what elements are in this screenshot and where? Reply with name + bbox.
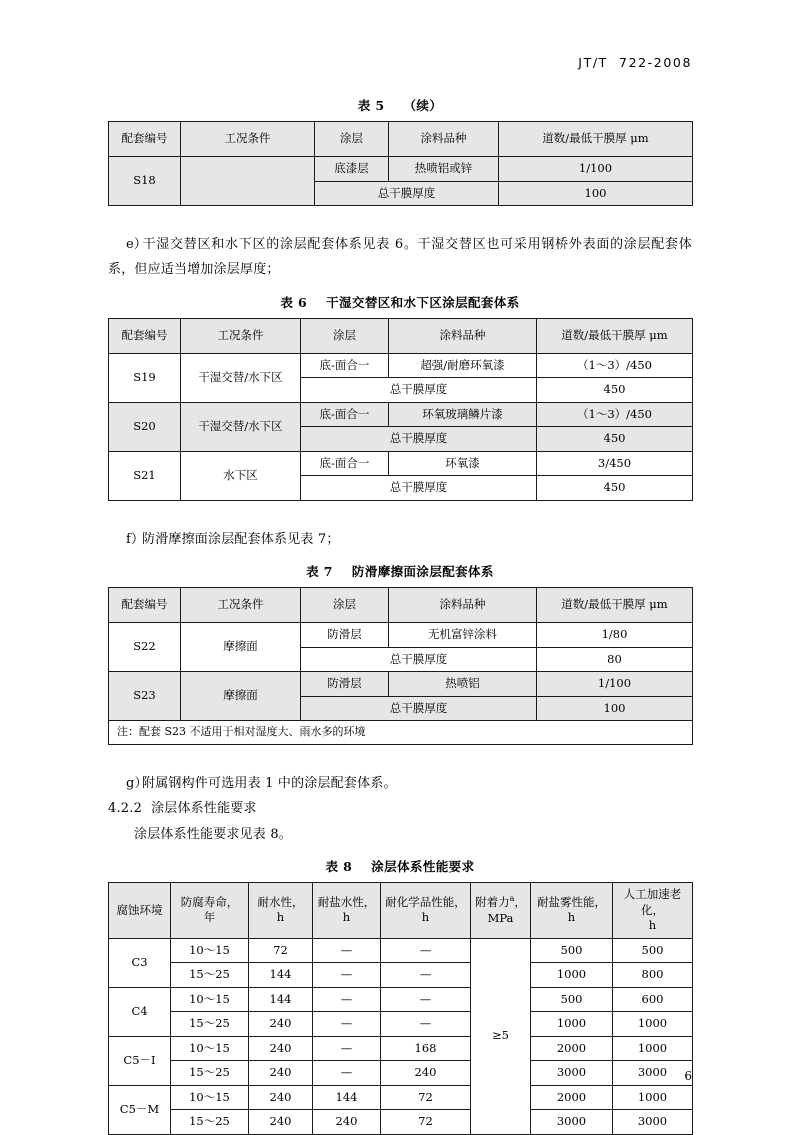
table5-cell-layer: 底漆层 <box>315 157 389 182</box>
page-content <box>108 96 692 1135</box>
table8-cell-saltwater: 144 <box>313 1085 381 1110</box>
table-row <box>109 963 693 988</box>
table8-cell-chemical: 72 <box>381 1110 471 1135</box>
table5-cell-spec: 1/100 <box>499 157 693 182</box>
table8-cell-water: 144 <box>249 963 313 988</box>
table6-cell-total-value: 450 <box>537 476 693 501</box>
table8-cell-environment: C5－M <box>109 1085 171 1134</box>
table7-cell-total-value: 100 <box>537 696 693 721</box>
table6-col-code: 配套编号 <box>109 318 181 353</box>
table-row <box>109 1085 693 1110</box>
table8-cell-environment: C5－I <box>109 1036 171 1085</box>
section-body-text: 涂层体系性能要求见表 8。 <box>134 826 293 842</box>
table8-cell-saltwater: 240 <box>313 1110 381 1135</box>
table8-cell-water: 144 <box>249 987 313 1012</box>
table7-col-code: 配套编号 <box>109 588 181 623</box>
table8-cell-aging: 1000 <box>613 1036 693 1061</box>
table-row <box>109 1012 693 1037</box>
table5-cell-product: 热喷铝或锌 <box>389 157 499 182</box>
table8-col-water-resistance: 耐水性， h <box>249 883 313 939</box>
table8-cell-saltfog: 2000 <box>531 1036 613 1061</box>
table8-col-chemical-resistance: 耐化学品性能， h <box>381 883 471 939</box>
table8-cell-saltfog: 2000 <box>531 1085 613 1110</box>
page-number: 6 <box>684 1069 692 1083</box>
table8-cell-saltwater: — <box>313 963 381 988</box>
table8-cell-aging: 800 <box>613 963 693 988</box>
table8-cell-saltwater: — <box>313 987 381 1012</box>
table8 <box>108 882 693 1135</box>
paragraph-g <box>108 771 692 796</box>
table6-cell-spec: 3/450 <box>537 451 693 476</box>
table8-cell-water: 240 <box>249 1012 313 1037</box>
table8-cell-environment: C4 <box>109 987 171 1036</box>
list-marker-e: e） <box>126 237 148 253</box>
table6-cell-code: S21 <box>109 451 181 500</box>
table5-cell-code: S18 <box>109 157 181 206</box>
table-row <box>109 353 693 378</box>
table8-col-aging: 人工加速老化， h <box>613 883 693 939</box>
table6-cell-code: S20 <box>109 402 181 451</box>
table7-cell-layer: 防滑层 <box>301 672 389 697</box>
table5-col-product: 涂料品种 <box>389 122 499 157</box>
table7-caption: 表 7 防滑摩擦面涂层配套体系 <box>306 564 494 580</box>
table8-cell-saltwater: — <box>313 1012 381 1037</box>
table7-col-product: 涂料品种 <box>389 588 537 623</box>
table6-col-condition: 工况条件 <box>181 318 301 353</box>
table-row <box>109 672 693 697</box>
table6-cell-condition: 水下区 <box>181 451 301 500</box>
table5-header-row <box>109 122 693 157</box>
standard-code-header: JT/T 722-2008 <box>578 55 692 70</box>
table8-cell-aging: 1000 <box>613 1012 693 1037</box>
table6-col-layer: 涂层 <box>301 318 389 353</box>
section-heading-422 <box>108 796 692 821</box>
table-row <box>109 1061 693 1086</box>
table8-cell-life: 15～25 <box>171 1110 249 1135</box>
table8-cell-chemical: — <box>381 1012 471 1037</box>
table7-cell-condition: 摩擦面 <box>181 672 301 721</box>
table7-col-condition: 工况条件 <box>181 588 301 623</box>
table-row <box>109 987 693 1012</box>
table6-header-row <box>109 318 693 353</box>
table8-cell-chemical: 72 <box>381 1085 471 1110</box>
table6-cell-condition: 干湿交替/水下区 <box>181 402 301 451</box>
table8-cell-water: 240 <box>249 1110 313 1135</box>
table7-cell-product: 无机富锌涂料 <box>389 623 537 648</box>
table8-cell-life: 10～15 <box>171 938 249 963</box>
table8-cell-saltwater: — <box>313 1036 381 1061</box>
table8-col-adhesion: 附着力$^a$， MPa <box>471 883 531 939</box>
table8-col-life: 防腐寿命， 年 <box>171 883 249 939</box>
table5-cell-total-value: 100 <box>499 181 693 206</box>
table7-note: 注：配套 S23 不适用于相对湿度大、雨水多的环境 <box>109 721 693 745</box>
table7-header-row <box>109 588 693 623</box>
table6-cell-total-label: 总干膜厚度 <box>301 378 537 403</box>
table7-col-layer: 涂层 <box>301 588 389 623</box>
table8-cell-life: 10～15 <box>171 987 249 1012</box>
table6 <box>108 318 693 501</box>
table-row <box>109 938 693 963</box>
paragraph-f-text: 防滑摩擦面涂层配套体系见表 7； <box>142 531 340 547</box>
table6-col-spec: 道数/最低干膜厚 μm <box>537 318 693 353</box>
table7-cell-spec: 1/100 <box>537 672 693 697</box>
table8-cell-life: 15～25 <box>171 963 249 988</box>
table-row <box>109 157 693 182</box>
table8-col-saltfog: 耐盐雾性能， h <box>531 883 613 939</box>
table8-cell-aging: 500 <box>613 938 693 963</box>
table8-cell-life: 15～25 <box>171 1061 249 1086</box>
table6-cell-total-label: 总干膜厚度 <box>301 427 537 452</box>
table8-cell-water: 240 <box>249 1036 313 1061</box>
paragraph-e-text: 干湿交替区和水下区的涂层配套体系见表 6。干湿交替区也可采用钢桥外表面的涂层配套体系，但应适当增加涂层厚度； <box>108 237 692 278</box>
table8-cell-water: 72 <box>249 938 313 963</box>
table8-cell-chemical: — <box>381 987 471 1012</box>
paragraph-e <box>108 232 692 283</box>
section-number: 4.2.2 <box>108 801 143 817</box>
table8-cell-saltfog: 1000 <box>531 1012 613 1037</box>
table6-cell-condition: 干湿交替/水下区 <box>181 353 301 402</box>
table8-cell-saltfog: 500 <box>531 938 613 963</box>
table7-cell-product: 热喷铝 <box>389 672 537 697</box>
table8-cell-chemical: — <box>381 938 471 963</box>
table5-caption: 表 5 （续） <box>357 98 443 113</box>
table8-cell-saltfog: 3000 <box>531 1110 613 1135</box>
table-row <box>109 623 693 648</box>
table8-cell-life: 15～25 <box>171 1012 249 1037</box>
footnote-marker-a: a <box>509 894 515 904</box>
table8-cell-aging: 600 <box>613 987 693 1012</box>
table7-cell-total-value: 80 <box>537 647 693 672</box>
table5 <box>108 121 693 206</box>
table8-col-environment: 腐蚀环境 <box>109 883 171 939</box>
table7-cell-total-label: 总干膜厚度 <box>301 647 537 672</box>
table6-cell-layer: 底-面合一 <box>301 451 389 476</box>
table8-cell-aging: 1000 <box>613 1085 693 1110</box>
table8-cell-environment: C3 <box>109 938 171 987</box>
table7-cell-spec: 1/80 <box>537 623 693 648</box>
table5-col-condition: 工况条件 <box>181 122 315 157</box>
table6-cell-product: 超强/耐磨环氧漆 <box>389 353 537 378</box>
table7-note-row <box>109 721 693 745</box>
table8-cell-water: 240 <box>249 1085 313 1110</box>
paragraph-g-text: 附属钢构件可选用表 1 中的涂层配套体系。 <box>142 776 397 792</box>
table8-cell-chemical: — <box>381 963 471 988</box>
table7-col-spec: 道数/最低干膜厚 μm <box>537 588 693 623</box>
table8-cell-life: 10～15 <box>171 1036 249 1061</box>
table-row <box>109 402 693 427</box>
table6-cell-product: 环氧玻璃鳞片漆 <box>389 402 537 427</box>
table7-cell-code: S22 <box>109 623 181 672</box>
table5-col-code: 配套编号 <box>109 122 181 157</box>
table6-col-product: 涂料品种 <box>389 318 537 353</box>
table8-header-row <box>109 883 693 939</box>
table8-cell-saltwater: — <box>313 938 381 963</box>
table6-cell-spec: （1～3）/450 <box>537 402 693 427</box>
table8-cell-saltwater: — <box>313 1061 381 1086</box>
table-row <box>109 1036 693 1061</box>
table7-cell-layer: 防滑层 <box>301 623 389 648</box>
table8-cell-chemical: 240 <box>381 1061 471 1086</box>
table8-cell-life: 10～15 <box>171 1085 249 1110</box>
table7-cell-condition: 摩擦面 <box>181 623 301 672</box>
table6-cell-layer: 底-面合一 <box>301 402 389 427</box>
table6-cell-spec: （1～3）/450 <box>537 353 693 378</box>
table6-cell-code: S19 <box>109 353 181 402</box>
table8-cell-aging: 3000 <box>613 1110 693 1135</box>
table5-cell-total-label: 总干膜厚度 <box>315 181 499 206</box>
table8-cell-saltfog: 1000 <box>531 963 613 988</box>
table8-caption: 表 8 涂层体系性能要求 <box>325 859 475 875</box>
table6-cell-total-value: 450 <box>537 427 693 452</box>
table8-col-saltwater-resistance: 耐盐水性， h <box>313 883 381 939</box>
table6-cell-layer: 底-面合一 <box>301 353 389 378</box>
table8-cell-water: 240 <box>249 1061 313 1086</box>
table5-col-spec: 道数/最低干膜厚 μm <box>499 122 693 157</box>
paragraph-f <box>108 527 692 552</box>
table7 <box>108 587 693 745</box>
table6-cell-total-label: 总干膜厚度 <box>301 476 537 501</box>
table5-cell-condition <box>181 157 315 206</box>
list-marker-f: f） <box>126 531 145 547</box>
table7-cell-code: S23 <box>109 672 181 721</box>
list-marker-g: g） <box>126 776 148 792</box>
table8-cell-chemical: 168 <box>381 1036 471 1061</box>
table8-cell-saltfog: 3000 <box>531 1061 613 1086</box>
table6-cell-product: 环氧漆 <box>389 451 537 476</box>
table8-cell-saltfog: 500 <box>531 987 613 1012</box>
table-row <box>109 451 693 476</box>
table7-cell-total-label: 总干膜厚度 <box>301 696 537 721</box>
table8-cell-aging: 3000 <box>613 1061 693 1086</box>
table6-caption: 表 6 干湿交替区和水下区涂层配套体系 <box>280 294 520 310</box>
table8-cell-adhesion: ≥5 <box>471 938 531 1134</box>
table5-col-layer: 涂层 <box>315 122 389 157</box>
table6-cell-total-value: 450 <box>537 378 693 403</box>
section-title: 涂层体系性能要求 <box>151 801 257 817</box>
